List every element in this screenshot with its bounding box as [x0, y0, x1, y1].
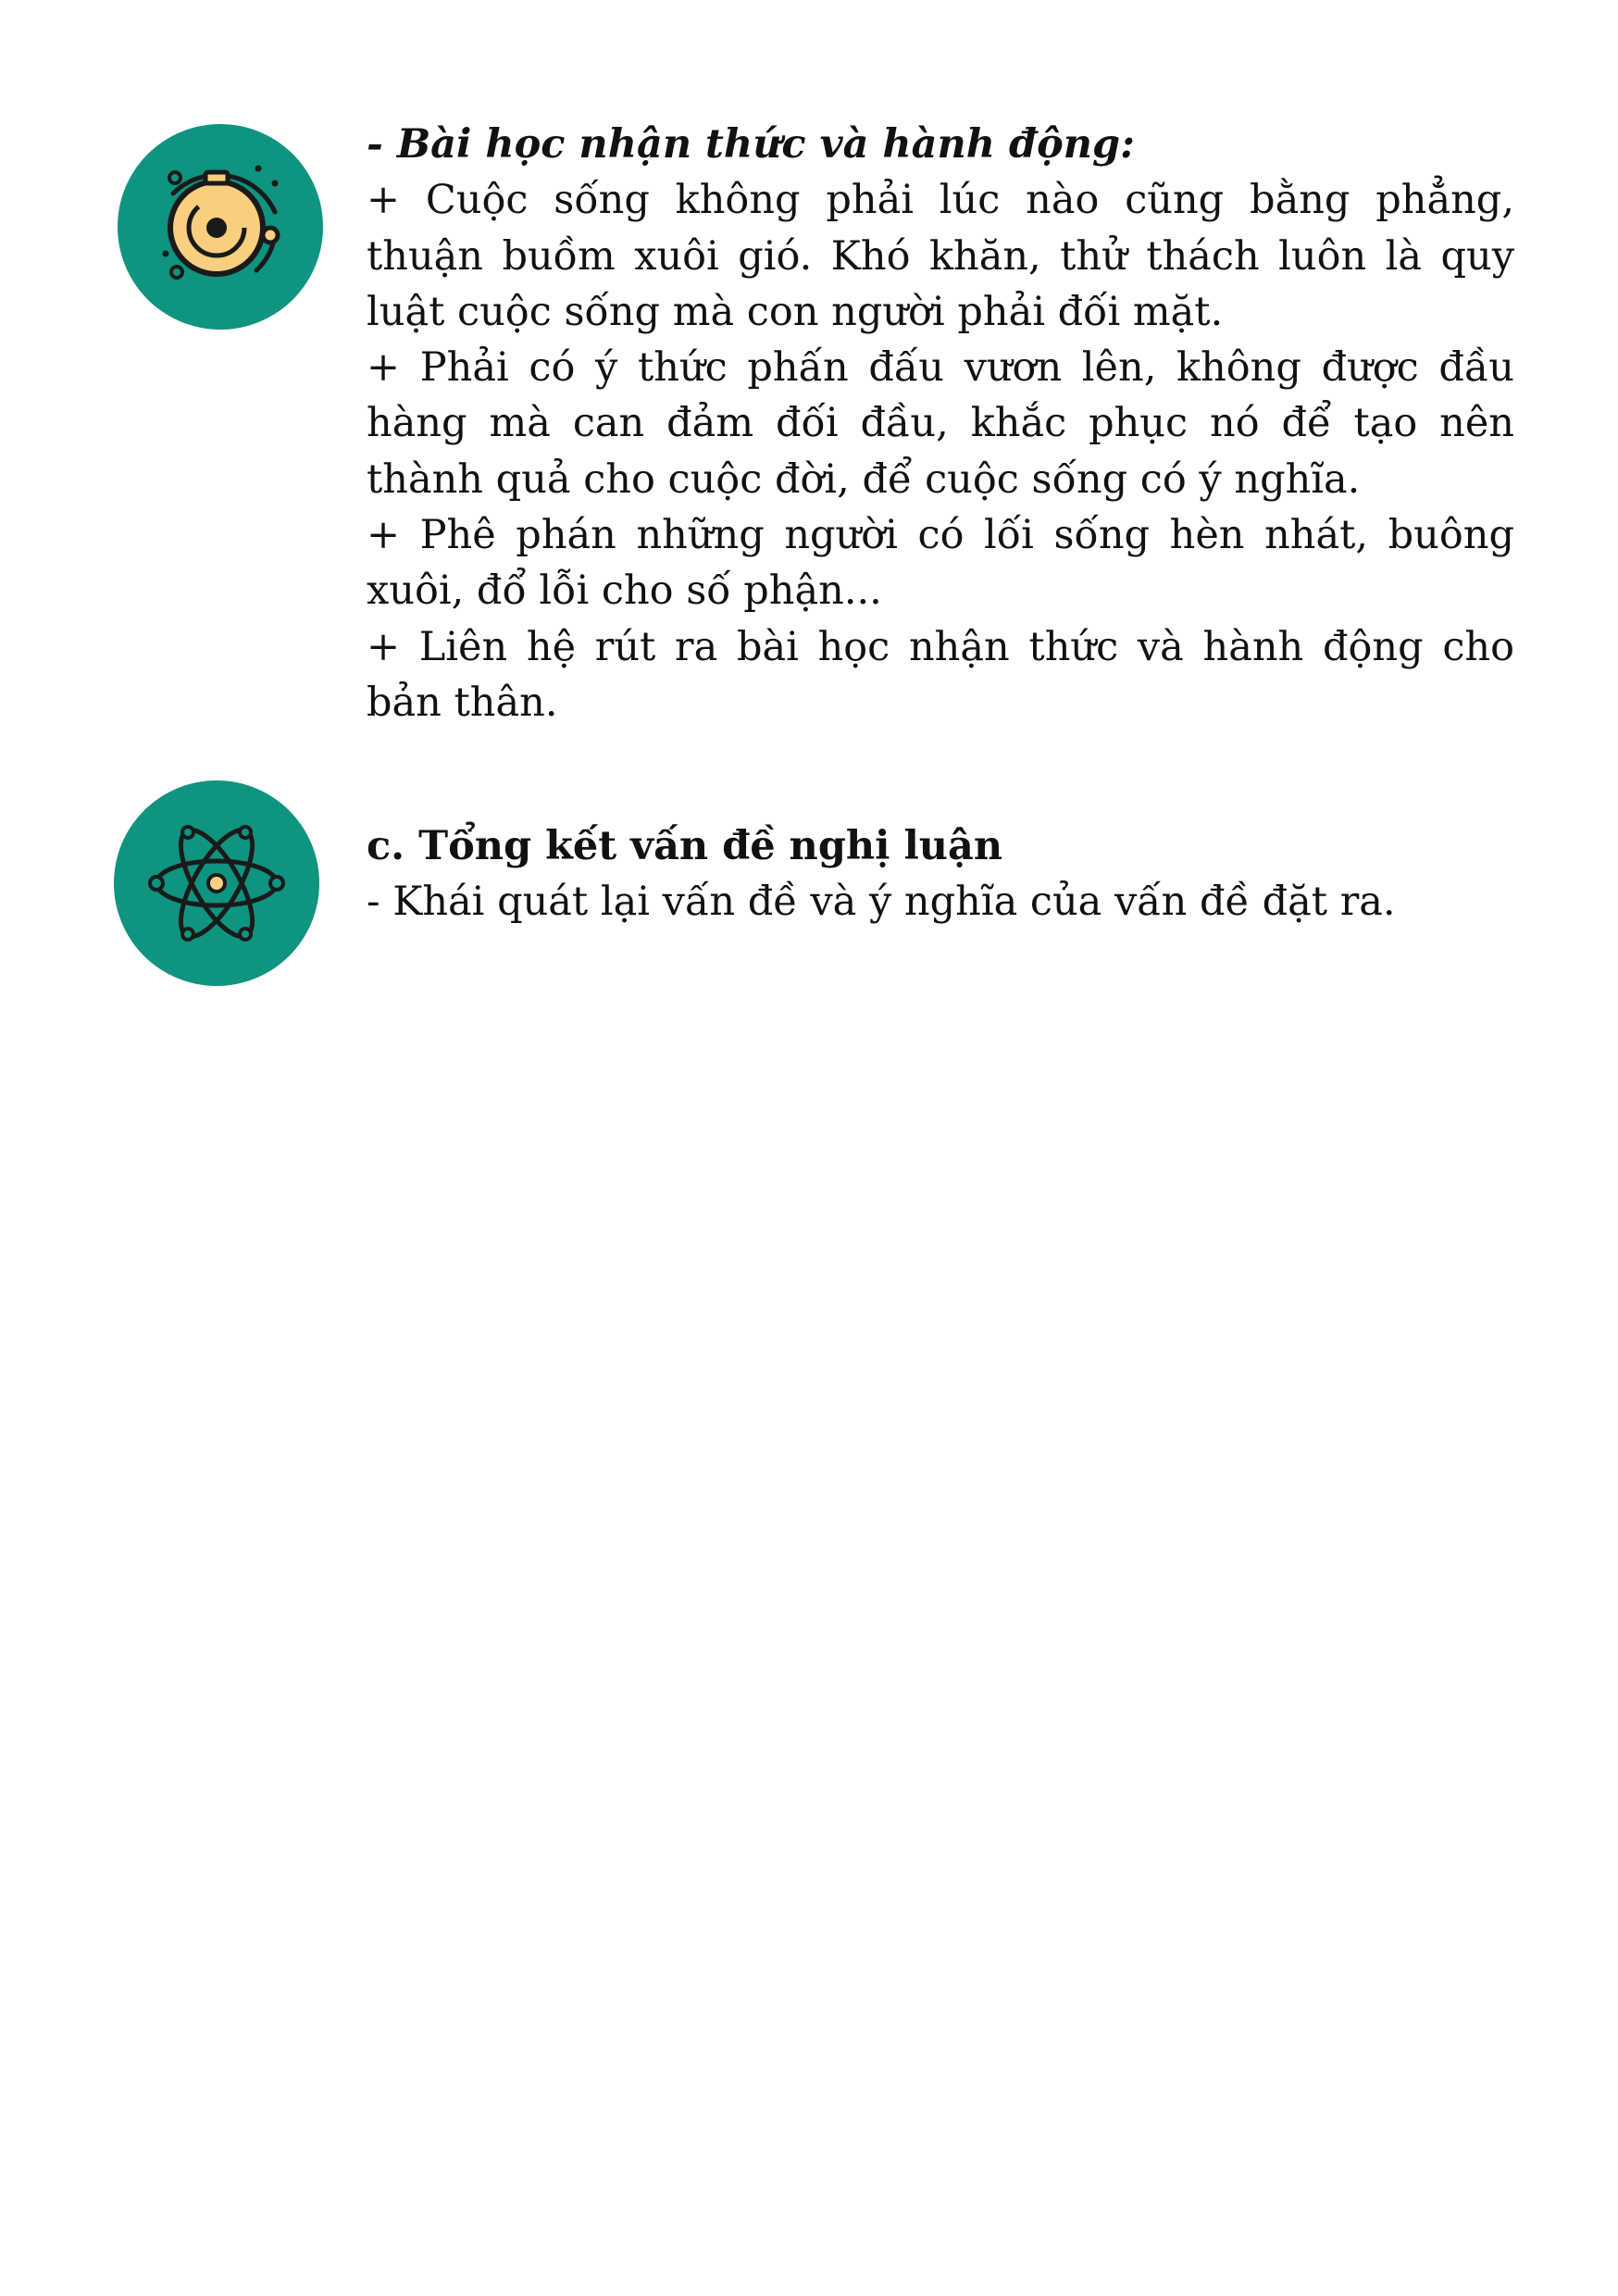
paragraph: - Khái quát lại vấn đề và ý nghĩa của vấn đề đặt ra.: [367, 879, 1396, 926]
paragraph: + Cuộc sống không phải lúc nào cũng bằng phẳng, thuận buồm xuôi gió. Khó khăn, thử thách luôn là quy luật cuộc sống mà con người phải đối mặt.: [367, 177, 1514, 335]
paragraph: + Phải có ý thức phấn đấu vươn lên, không được đầu hàng mà can đảm đối đầu, khắc phục nó để tạo nên thành quả cho cuộc đời, để cuộc sống có ý nghĩa.: [367, 344, 1514, 503]
paragraph: + Liên hệ rút ra bài học nhận thức và hành động cho bản thân.: [367, 623, 1514, 726]
section-summary: [367, 818, 1514, 930]
paragraph: + Phê phán những người có lối sống hèn nhát, buông xuôi, đổ lỗi cho số phận...: [367, 512, 1514, 615]
section-heading: - Bài học nhận thức và hành động:: [367, 121, 1135, 168]
section-heading: c. Tổng kết vấn đề nghị luận: [367, 823, 1003, 869]
section-lesson: [367, 117, 1514, 730]
bell-orbit-icon: [118, 124, 323, 330]
atom-icon: [114, 780, 319, 986]
